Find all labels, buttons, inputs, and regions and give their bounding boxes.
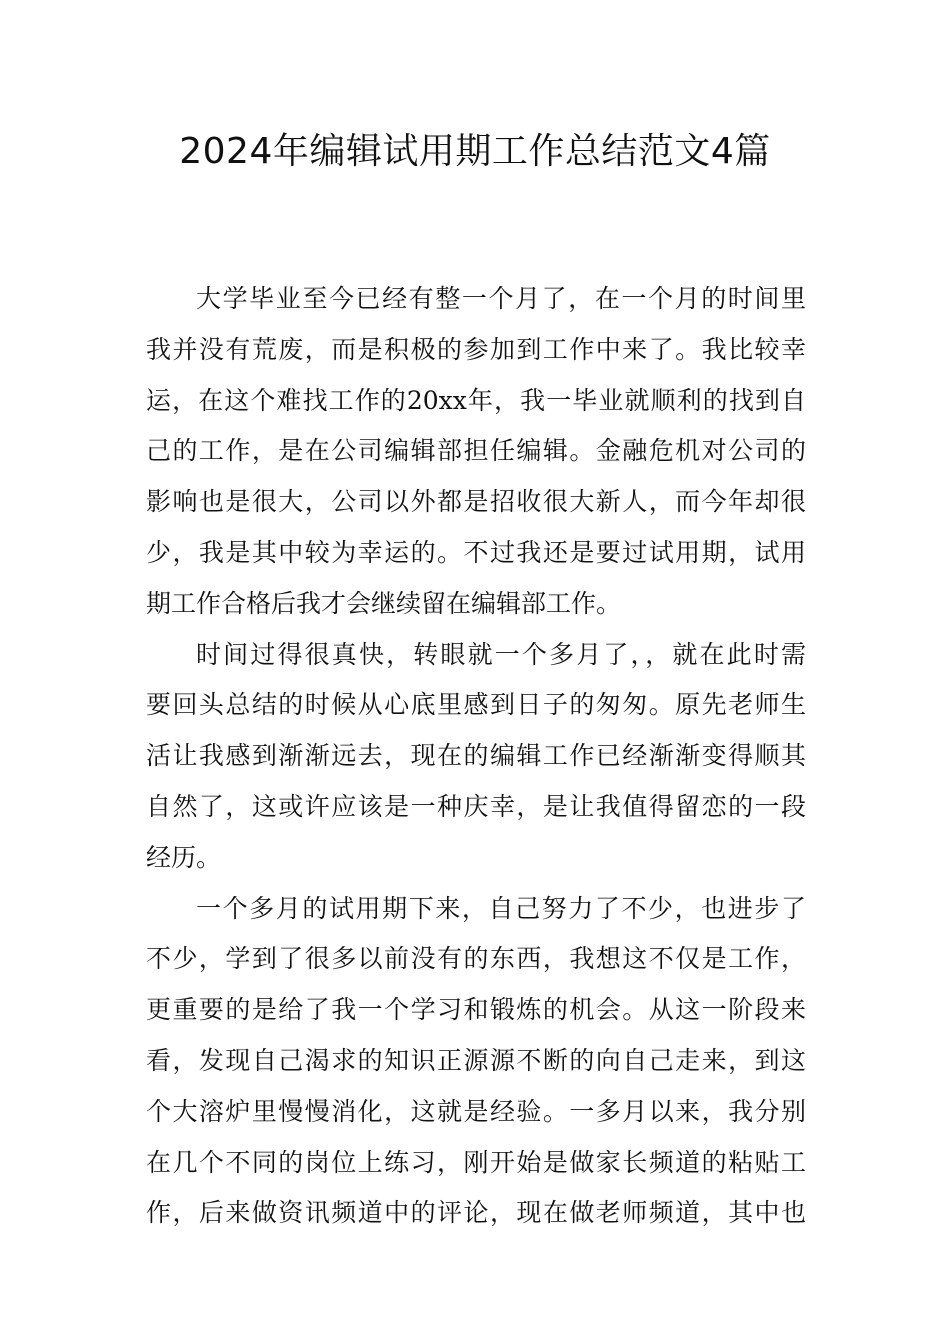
paragraph-line: 一个多月的试用期下来，自己努力了不少，也进步了 — [196, 893, 806, 923]
paragraph-3 — [146, 884, 806, 1240]
paragraph-line: 少，我是其中较为幸运的。不过我还是要过试用期，试用 — [146, 537, 806, 567]
document-title: 2024年编辑试用期工作总结范文4篇 — [179, 131, 771, 172]
paragraph-line: 时间过得很真快，转眼就一个多月了，，就在此时需 — [196, 639, 806, 669]
paragraph-line: 更重要的是给了我一个学习和锻炼的机会。从这一阶段来 — [146, 995, 806, 1025]
paragraph-line: 活让我感到渐渐远去，现在的编辑工作已经渐渐变得顺其 — [146, 741, 806, 771]
paragraph-line: 看，发现自己渴求的知识正源源不断的向自己走来，到这 — [146, 1045, 806, 1075]
paragraph-line: 运，在这个难找工作的20xx年，我一毕业就顺利的找到自 — [146, 385, 806, 415]
paragraph-line: 影响也是很大，公司以外都是招收很大新人，而今年却很 — [146, 487, 806, 517]
paragraph-line: 大学毕业至今已经有整一个月了，在一个月的时间里 — [196, 284, 806, 313]
paragraph-1 — [146, 274, 806, 630]
paragraph-line: 我并没有荒废，而是积极的参加到工作中来了。我比较幸 — [146, 334, 806, 364]
paragraph-line: 作，后来做资讯频道中的评论，现在做老师频道，其中也 — [146, 1198, 806, 1228]
paragraph-2 — [146, 630, 806, 884]
document-body — [146, 274, 806, 1239]
paragraph-line: 个大溶炉里慢慢消化，这就是经验。一多月以来，我分别 — [146, 1096, 806, 1126]
paragraph-line: 在几个不同的岗位上练习，刚开始是做家长频道的粘贴工 — [146, 1147, 806, 1177]
paragraph-line: 己的工作，是在公司编辑部担任编辑。金融危机对公司的 — [146, 436, 806, 466]
paragraph-line: 要回头总结的时候从心底里感到日子的匆匆。原先老师生 — [146, 690, 806, 720]
paragraph-line: 经历。 — [146, 842, 222, 872]
paragraph-line: 自然了，这或许应该是一种庆幸，是让我值得留恋的一段 — [146, 791, 806, 821]
paragraph-line: 不少，学到了很多以前没有的东西，我想这不仅是工作， — [146, 944, 806, 974]
paragraph-line: 期工作合格后我才会继续留在编辑部工作。 — [146, 588, 622, 618]
